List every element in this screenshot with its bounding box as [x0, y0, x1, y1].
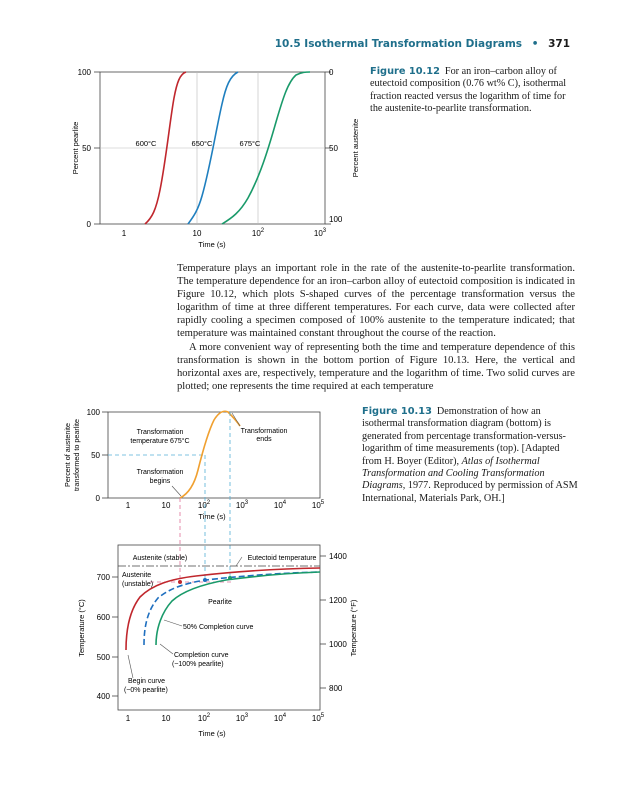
fig1-xtick-1000: $10^3$ — [313, 228, 327, 238]
fig1-label-675c: 675°C — [239, 139, 261, 148]
fig2-50pct-curve — [144, 572, 320, 645]
fig2-top-ytick-0: 0 — [95, 494, 100, 503]
fig2-top-xtick-10: 10 — [161, 501, 171, 510]
fig2-caption-adapted-title: Atlas of Isothermal Transformation and Cooling Transformation Diagrams, — [362, 455, 545, 492]
fig1-label-600c: 600°C — [135, 139, 157, 148]
fig1-ytick-100: 100 — [77, 68, 91, 77]
fig2-top-xtick-100: $10^2$ — [197, 500, 211, 510]
fig2-caption-text: Demonstration of how an isothermal transformation diagram (bottom) is generated from percentage transformation-versus-logarithm of time measurements (top). — [362, 406, 566, 455]
header-bullet: • — [531, 38, 539, 50]
fig2-top-ytick-100: 100 — [86, 408, 100, 417]
fig1-left-axis-label: Percent pearlite — [71, 121, 80, 175]
fig2-eutectoid-pointer — [236, 557, 242, 566]
fig2-50-pointer — [164, 620, 182, 626]
fig2-lbl-eutectoid: Eutectoid temperature — [247, 555, 317, 562]
fig2-lbl-austenite-unstable: Austenite (unstable) — [122, 572, 154, 588]
fig2-bot-y2tick-1400: 1400 — [329, 552, 347, 561]
figure-10-13-caption — [362, 406, 580, 505]
page-number: 371 — [548, 38, 570, 50]
fig2-bot-y2-label: Temperature (°F) — [349, 599, 358, 657]
fig2-bot-xtick-100: $10^2$ — [197, 713, 211, 723]
fig2-lbl-50: 50% Completion curve — [183, 624, 254, 631]
fig2-top-xtick-1: 1 — [125, 501, 131, 510]
body-paragraph-1: Temperature plays an important role in the rate of the austenite-to-pearlite transformation. The temperature dependence for an iron–carbon alloy of eutectoid composition is indicated in Figure 10.12, which plots S-shaped curves of the percentage transformation versus the logarithm of time at three different temperatures. For each curve, data were collected after rapidly cooling a specimen composed of 100% austenite to the temperature indicated; that temperature was maintained constant throughout the course of the reaction. — [177, 263, 575, 340]
fig2-top-x-label: Time (s) — [198, 512, 226, 521]
fig2-top-xtick-10000: $10^4$ — [273, 500, 287, 510]
fig2-lbl-begin: Begin curve (~0% pearlite) — [124, 678, 168, 694]
fig1-xtick-10: 10 — [192, 229, 202, 238]
fig2-bot-xtick-100000: $10^5$ — [311, 713, 325, 723]
fig1-ytick-50: 50 — [82, 144, 91, 153]
fig2-top-y-label: Percent of austenitetransformed to pearlite — [63, 419, 81, 491]
fig1-caption-text: For an iron–carbon alloy of eutectoid composition (0.76 wt% C), isothermal fraction reacted versus the logarithm of time for the austenite-to-pearlite transformation. — [370, 66, 567, 115]
fig2-lbl-austenite-stable: Austenite (stable) — [132, 555, 188, 562]
fig2-completion-pointer — [160, 644, 173, 654]
fig2-bot-ytick-600: 600 — [96, 613, 110, 622]
section-title: 10.5 Isothermal Transformation Diagrams — [274, 38, 523, 50]
fig2-top-xtick-100000: $10^5$ — [311, 500, 325, 510]
fig1-y2tick-50: 50 — [329, 144, 338, 153]
fig1-caption-label: Figure 10.12 — [370, 66, 440, 77]
fig2-caption-adapted-post: 1977. Reproduced by permission of ASM International, Materials Park, OH.] — [362, 480, 578, 504]
fig2-lbl-completion: Completion curve (~100% pearlite) — [172, 652, 229, 668]
fig1-right-axis-label: Percent austenite — [351, 118, 360, 178]
fig2-bot-ytick-500: 500 — [96, 653, 110, 662]
fig2-top-ytick-50: 50 — [91, 451, 100, 460]
fig2-marker-50 — [203, 578, 207, 582]
fig2-bot-y2tick-1000: 1000 — [329, 640, 347, 649]
fig2-marker-end — [228, 576, 232, 580]
fig1-x-label: Time (s) — [198, 240, 226, 249]
fig2-begin-pointer — [128, 655, 133, 678]
fig2-bot-xtick-10000: $10^4$ — [273, 713, 287, 723]
fig2-ann-ends-pointer — [232, 413, 240, 426]
fig2-bot-y2tick-1200: 1200 — [329, 596, 347, 605]
fig2-ann-begins-pointer — [172, 486, 181, 496]
fig1-y2tick-100: 100 — [329, 215, 343, 224]
fig1-ytick-0: 0 — [86, 220, 91, 229]
fig2-caption-adapted-pre: [Adapted from H. Boyer (Editor), — [362, 443, 560, 467]
fig1-y2tick-0: 0 — [329, 68, 334, 77]
fig2-bot-ytick-700: 700 — [96, 573, 110, 582]
fig2-bot-xtick-1000: $10^3$ — [235, 713, 249, 723]
fig2-bot-y2tick-800: 800 — [329, 684, 343, 693]
fig2-bot-x-label: Time (s) — [198, 729, 226, 738]
fig2-lbl-pearlite: Pearlite — [208, 599, 232, 606]
fig1-xtick-1: 1 — [121, 229, 127, 238]
fig2-bot-ytick-400: 400 — [96, 692, 110, 701]
fig1-xtick-100: $10^2$ — [251, 228, 265, 238]
fig2-top-xtick-1000: $10^3$ — [235, 500, 249, 510]
fig2-ann-temperature: Transformation temperature 675°C — [130, 429, 190, 445]
fig2-ann-begins: Transformation begins — [136, 469, 184, 485]
fig2-marker-begin — [178, 580, 182, 584]
fig2-bot-y-label: Temperature (°C) — [77, 599, 86, 657]
fig2-caption-label: Figure 10.13 — [362, 406, 432, 417]
fig2-bot-xtick-1: 1 — [125, 714, 131, 723]
fig2-bot-xtick-10: 10 — [161, 714, 171, 723]
fig1-label-650c: 650°C — [191, 139, 213, 148]
body-paragraph-2: A more convenient way of representing both the time and temperature dependence of this transformation is shown in the bottom portion of Figure 10.13. Here, the vertical and horizontal axes are, respectively, temperature and the logarithm of time. Two solid curves are plotted; one represents the time required at each temperature — [177, 341, 575, 392]
fig2-ann-ends: Transformation ends — [240, 428, 288, 443]
